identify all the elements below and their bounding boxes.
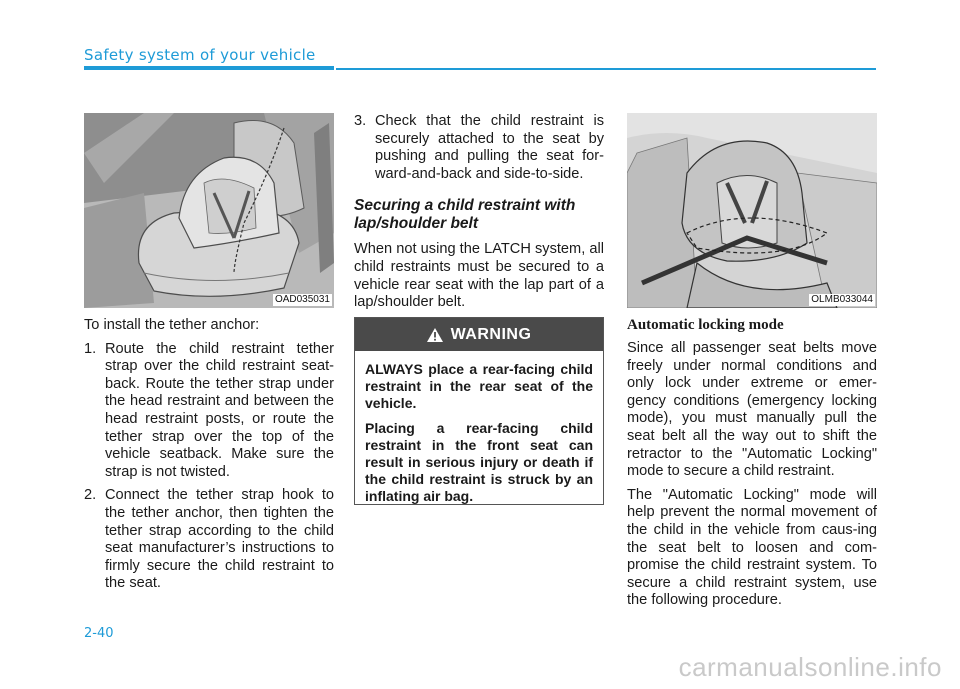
list-item [84,487,334,593]
step-text: Check that the child restraint is securely attached to the seat by pushing and pulling the seat for-ward-and-back and side-to-side. [375,113,604,182]
watermark: carmanualsonline.info [678,652,942,682]
column-left [84,317,334,599]
warning-text: Placing a rear-facing child restraint in the front seat can result in serious injury or death if the child restraint is struck by an inflating air bag. [365,420,593,504]
body-paragraph: Since all passenger seat belts move freely under normal conditions and only lock under extreme or emer-gency conditions (emergency locking mode), you must manually pull the seat belt all the way out to shift the retractor to the "Automatic Locking" mode to secure a child restraint. [627,340,877,480]
child-seat-illustration [84,113,334,308]
body-paragraph: When not using the LATCH system, all child restraints must be secured to a vehicle rear seat with the lap part of a lap/shoulder belt. [354,241,604,311]
lap-belt-figure [627,113,877,308]
install-steps-list-cont [354,113,604,183]
figure-code: OAD035031 [274,294,330,305]
tether-anchor-figure [84,113,334,308]
header-rule-accent [84,66,334,70]
figure-code: OLMB033044 [811,294,873,305]
column-right [627,316,877,616]
intro-text: To install the tether anchor: [84,317,260,333]
warning-triangle-icon [427,328,443,342]
belted-child-seat-illustration [627,113,877,308]
column-middle [354,113,604,318]
install-steps-list [84,341,334,593]
step-number: 1. [84,340,97,357]
body-paragraph: The "Automatic Locking" mode will help prevent the normal movement of the child in the vehicle from caus-ing the seat belt to loosen and com-promise the child restraint system. To secure a child restraint system, use the following procedure. [627,486,877,609]
warning-label: WARNING [450,325,532,343]
step-text: Connect the tether strap hook to the tether anchor, then tighten the tether strap according to the child seat manufacturer’s instructions to firmly secure the child restraint to the seat. [105,487,334,592]
step-number: 3. [354,113,367,129]
list-item [354,113,604,183]
step-number: 2. [84,487,97,504]
section-heading: Securing a child restraint with lap/shoulder belt [354,197,576,233]
warning-body [355,351,603,505]
warning-header [355,318,603,351]
warning-text: ALWAYS place a rear-facing child restraint in the rear seat of the vehicle. [365,361,593,411]
step-text: Route the child restraint tether strap over the child restraint seat-back. Route the tether strap under the head restraint and between the head restraint posts, or route the tether strap over the top of the vehicle seatback. Make sure the strap is not twisted. [105,340,334,480]
subsection-heading: Automatic locking mode [627,317,784,333]
warning-box [354,317,604,505]
section-title: Safety system of your vehicle [84,46,316,64]
page-number: 2-40 [84,626,114,641]
header-rule [336,68,876,70]
list-item [84,341,334,482]
